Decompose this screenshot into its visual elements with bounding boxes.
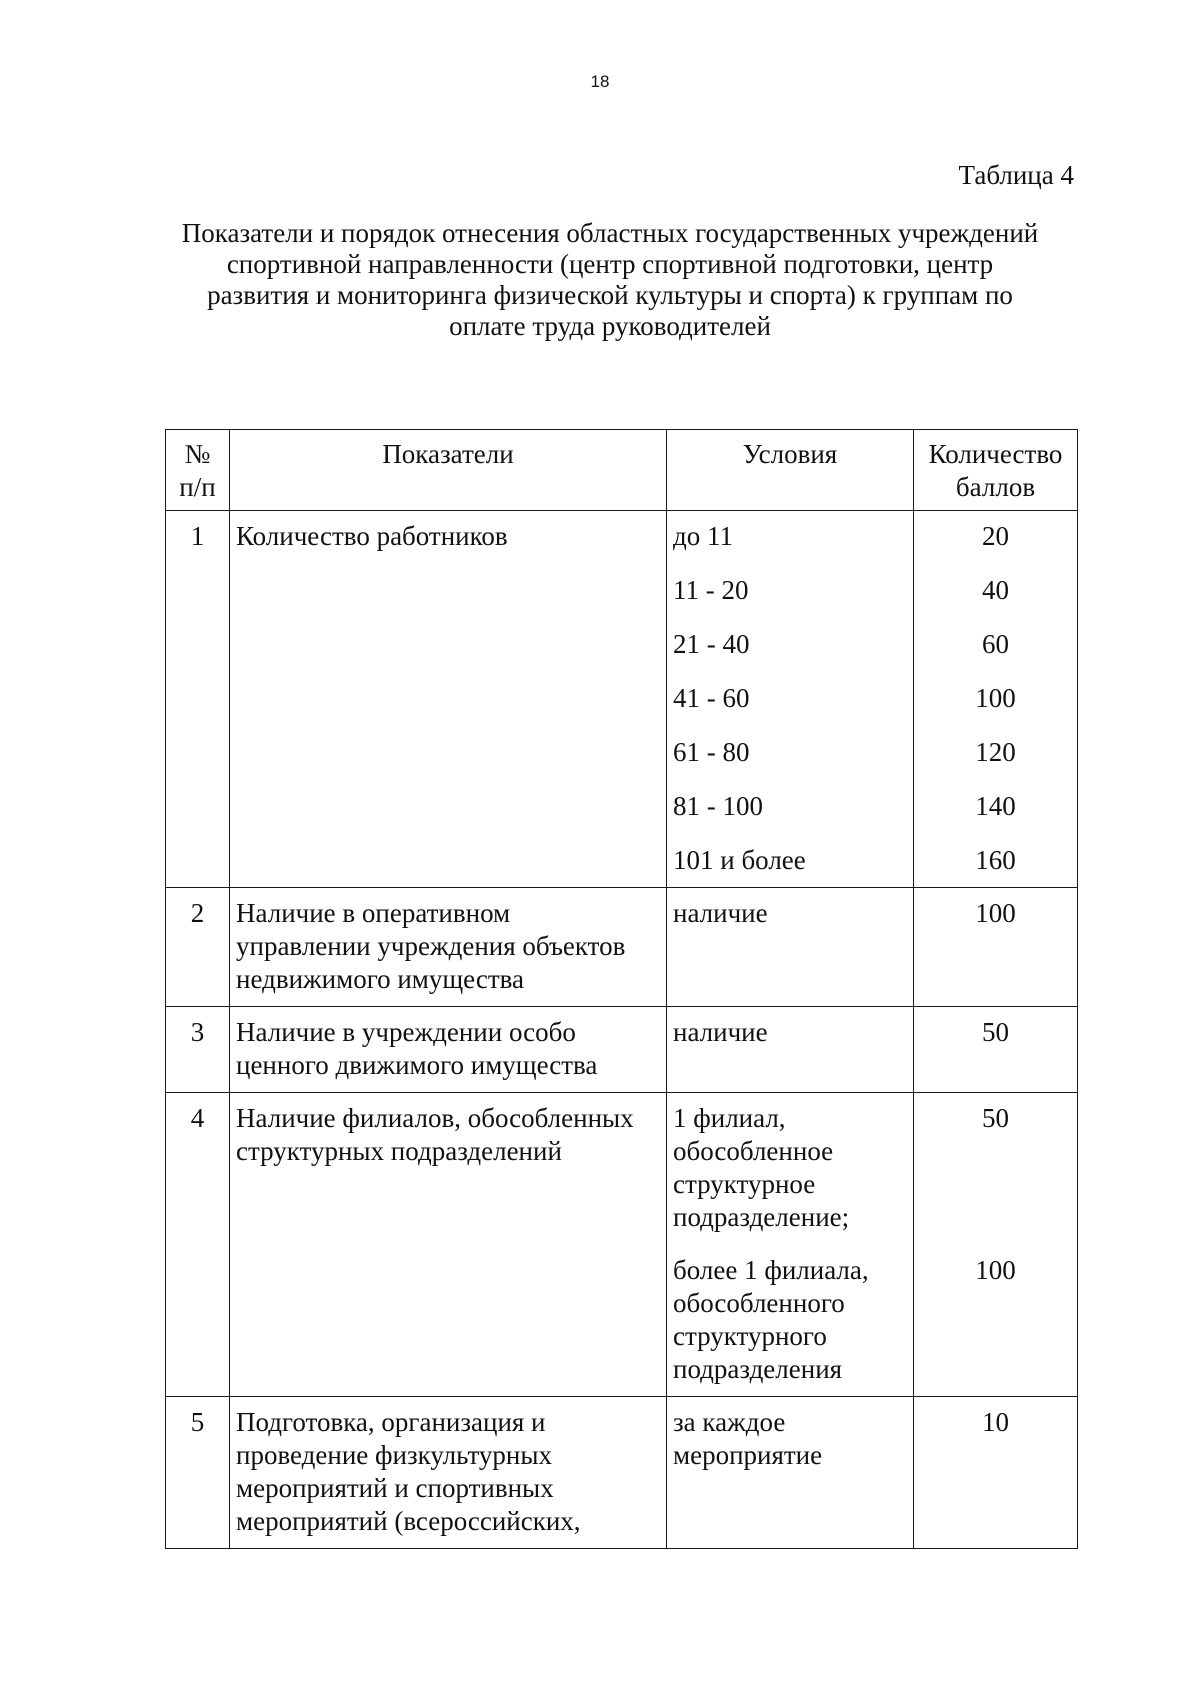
indicator-line: структурных подразделений bbox=[236, 1136, 562, 1166]
table-row bbox=[166, 1093, 1078, 1397]
points-value: 120 bbox=[975, 737, 1016, 767]
condition-value: до 11 bbox=[673, 521, 733, 551]
condition-line: подразделение; bbox=[673, 1202, 850, 1232]
condition-line: структурное bbox=[673, 1169, 816, 1199]
row-points: 50 bbox=[914, 1007, 1078, 1093]
points-value: 60 bbox=[982, 629, 1009, 659]
row-number: 1 bbox=[166, 511, 230, 888]
condition-line: структурного bbox=[673, 1321, 827, 1351]
points-value: 100 bbox=[975, 683, 1016, 713]
points-value: 100 bbox=[975, 1255, 1016, 1285]
condition-line: подразделения bbox=[673, 1354, 843, 1384]
row-points bbox=[914, 511, 1078, 888]
points-value: 140 bbox=[975, 791, 1016, 821]
indicator-line: недвижимого имущества bbox=[236, 964, 524, 994]
header-num-abbr: п/п bbox=[179, 472, 216, 502]
row-number: 2 bbox=[166, 888, 230, 1007]
points-value: 20 bbox=[982, 521, 1009, 551]
points-value: 50 bbox=[982, 1103, 1009, 1133]
page-number: 18 bbox=[590, 72, 610, 91]
condition-block bbox=[673, 1102, 907, 1234]
indicators-table bbox=[165, 429, 1078, 1549]
condition-line: более 1 филиала, bbox=[673, 1255, 869, 1285]
row-indicator bbox=[230, 888, 667, 1007]
row-indicator bbox=[230, 1007, 667, 1093]
header-points-line: Количество bbox=[928, 439, 1063, 469]
row-conditions bbox=[667, 511, 914, 888]
indicator-line: мероприятий (всероссийских, bbox=[236, 1506, 581, 1536]
indicator-line: управлении учреждения объектов bbox=[236, 931, 626, 961]
condition-line: мероприятие bbox=[673, 1440, 823, 1470]
document-title bbox=[150, 218, 1070, 342]
condition-line: за каждое bbox=[673, 1407, 786, 1437]
row-points bbox=[914, 1093, 1078, 1397]
row-points: 10 bbox=[914, 1397, 1078, 1549]
condition-line: обособленное bbox=[673, 1136, 834, 1166]
title-line: спортивной направленности (центр спортивной подготовки, центр bbox=[226, 249, 994, 279]
indicator-line: Наличие в оперативном bbox=[236, 898, 511, 928]
header-num-symbol: № bbox=[184, 439, 211, 469]
row-condition: наличие bbox=[667, 888, 914, 1007]
table-row bbox=[166, 1397, 1078, 1549]
points-value: 160 bbox=[975, 845, 1016, 875]
row-conditions bbox=[667, 1093, 914, 1397]
indicator-line: мероприятий и спортивных bbox=[236, 1473, 554, 1503]
row-condition: наличие bbox=[667, 1007, 914, 1093]
title-line: Показатели и порядок отнесения областных государственных учреждений bbox=[181, 218, 1039, 248]
title-line: оплате труда руководителей bbox=[449, 311, 771, 341]
header-points bbox=[914, 430, 1078, 511]
row-indicator bbox=[230, 1093, 667, 1397]
table-row bbox=[166, 1007, 1078, 1093]
indicator-line: Наличие в учреждении особо bbox=[236, 1017, 576, 1047]
header-indicators: Показатели bbox=[230, 430, 667, 511]
header-conditions: Условия bbox=[667, 430, 914, 511]
header-points-line: баллов bbox=[955, 472, 1036, 502]
condition-value: 21 - 40 bbox=[673, 629, 750, 659]
condition-line: обособленного bbox=[673, 1288, 845, 1318]
indicator-line: Наличие филиалов, обособленных bbox=[236, 1103, 634, 1133]
condition-value: 11 - 20 bbox=[673, 575, 749, 605]
row-indicator bbox=[230, 1397, 667, 1549]
condition-value: 81 - 100 bbox=[673, 791, 763, 821]
row-points: 100 bbox=[914, 888, 1078, 1007]
table-row bbox=[166, 888, 1078, 1007]
table-row bbox=[166, 511, 1078, 888]
indicator-line: ценного движимого имущества bbox=[236, 1050, 598, 1080]
row-number: 4 bbox=[166, 1093, 230, 1397]
condition-line: 1 филиал, bbox=[673, 1103, 786, 1133]
condition-block bbox=[673, 1254, 907, 1386]
row-number: 3 bbox=[166, 1007, 230, 1093]
condition-value: 61 - 80 bbox=[673, 737, 750, 767]
table-caption: Таблица 4 bbox=[958, 160, 1074, 190]
row-indicator: Количество работников bbox=[230, 511, 667, 888]
condition-value: 41 - 60 bbox=[673, 683, 750, 713]
indicator-line: проведение физкультурных bbox=[236, 1440, 552, 1470]
row-condition bbox=[667, 1397, 914, 1549]
row-number: 5 bbox=[166, 1397, 230, 1549]
header-num bbox=[166, 430, 230, 511]
indicator-line: Подготовка, организация и bbox=[236, 1407, 546, 1437]
condition-value: 101 и более bbox=[673, 845, 806, 875]
points-value: 40 bbox=[982, 575, 1009, 605]
title-line: развития и мониторинга физической культуры и спорта) к группам по bbox=[207, 280, 1013, 310]
header-row bbox=[166, 430, 1078, 511]
